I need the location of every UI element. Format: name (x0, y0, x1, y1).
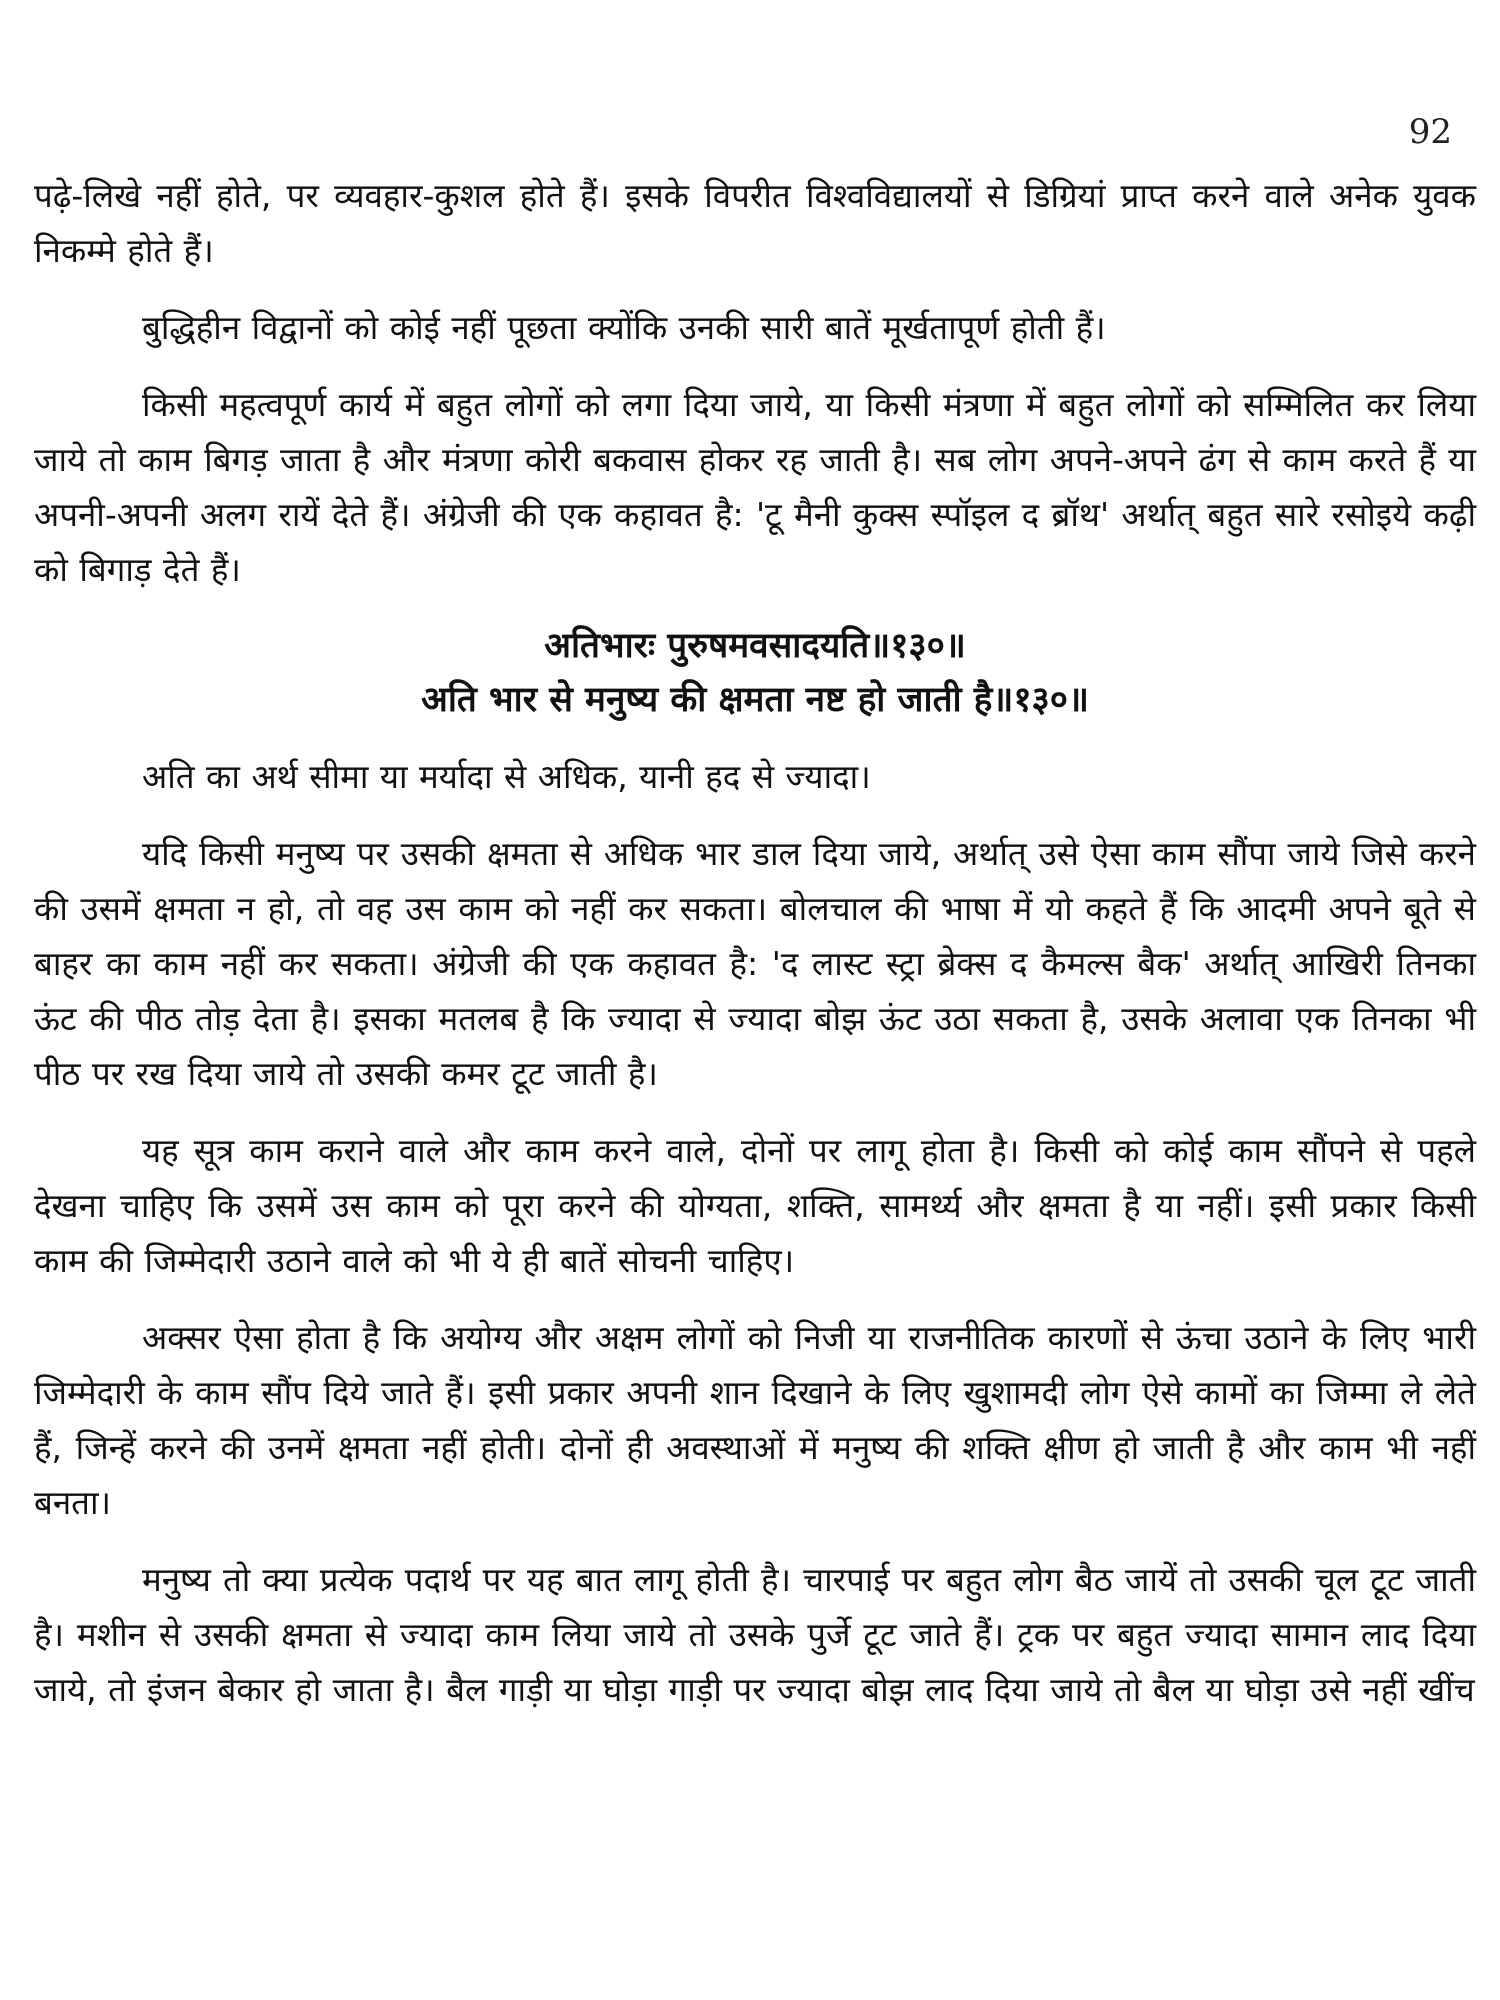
sutra-heading (34, 619, 1476, 727)
paragraph: यदि किसी मनुष्य पर उसकी क्षमता से अधिक भार डाल दिया जाये, अर्थात् उसे ऐसा काम सौंपा जाये जिसे करने की उसमें क्षमता न हो, तो वह उस काम को नहीं कर सकता। बोलचाल की भाषा में यो कहते हैं कि आदमी अपने बूते से बाहर का काम नहीं कर सकता। अंग्रेजी की एक कहावत है: 'द लास्ट स्ट्रा ब्रेक्स द कैमल्स बैक' अर्थात् आखिरी तिनका ऊंट की पीठ तोड़ देता है। इसका मतलब है कि ज्यादा से ज्यादा बोझ ऊंट उठा सकता है, उसके अलावा एक तिनका भी पीठ पर रख दिया जाये तो उसकी कमर टूट जाती है। (34, 834, 1476, 1093)
paragraph: यह सूत्र काम कराने वाले और काम करने वाले, दोनों पर लागू होता है। किसी को कोई काम सौंपने से पहले देखना चाहिए कि उसमें उस काम को पूरा करने की योग्यता, शक्ति, सामर्थ्य और क्षमता है या नहीं। इसी प्रकार किसी काम की जिम्मेदारी उठाने वाले को भी ये ही बातें सोचनी चाहिए। (34, 1131, 1476, 1280)
paragraph: किसी महत्वपूर्ण कार्य में बहुत लोगों को लगा दिया जाये, या किसी मंत्रणा में बहुत लोगों को सम्मिलित कर लिया जाये तो काम बिगड़ जाता है और मंत्रणा कोरी बकवास होकर रह जाती है। सब लोग अपने-अपने ढंग से काम करते हैं या अपनी-अपनी अलग रायें देते हैं। अंग्रेजी की एक कहावत है: 'टू मैनी कुक्स स्पॉइल द ब्रॉथ' अर्थात् बहुत सारे रसोइये कढ़ी को बिगाड़ देते हैं। (34, 385, 1476, 589)
paragraph: बुद्धिहीन विद्वानों को कोई नहीं पूछता क्योंकि उनकी सारी बातें मूर्खतापूर्ण होती हैं। (142, 308, 1106, 347)
sutra-hindi-translation: अति भार से मनुष्य की क्षमता नष्ट हो जाती है॥१३०॥ (421, 680, 1089, 720)
sutra-sanskrit: अतिभारः पुरुषमवसादयति॥१३०॥ (544, 626, 966, 666)
paragraph: अक्सर ऐसा होता है कि अयोग्य और अक्षम लोगों को निजी या राजनीतिक कारणों से ऊंचा उठाने के लिए भारी जिम्मेदारी के काम सौंप दिये जाते हैं। इसी प्रकार अपनी शान दिखाने के लिए खुशामदी लोग ऐसे कामों का जिम्मा ले लेते हैं, जिन्हें करने की उनमें क्षमता नहीं होती। दोनों ही अवस्थाओं में मनुष्य की शक्ति क्षीण हो जाती है और काम भी नहीं बनता। (34, 1318, 1476, 1522)
paragraph: मनुष्य तो क्या प्रत्येक पदार्थ पर यह बात लागू होती है। चारपाई पर बहुत लोग बैठ जायें तो उसकी चूल टूट जाती है। मशीन से उसकी क्षमता से ज्यादा काम लिया जाये तो उसके पुर्जे टूट जाते हैं। ट्रक पर बहुत ज्यादा सामान लाद दिया जाये, तो इंजन बेकार हो जाता है। बैल गाड़ी या घोड़ा गाड़ी पर ज्यादा बोझ लाद दिया जाये तो बैल या घोड़ा उसे नहीं खींच (34, 1560, 1476, 1709)
page-number: 92 (1408, 112, 1452, 152)
paragraph-continued: पढ़े-लिखे नहीं होते, पर व्यवहार-कुशल होते हैं। इसके विपरीत विश्वविद्यालयों से डिग्रियां प्राप्त करने वाले अनेक युवक निकम्मे होते हैं। (34, 176, 1476, 270)
paragraph: अति का अर्थ सीमा या मर्यादा से अधिक, यानी हद से ज्यादा। (142, 757, 871, 796)
page-body (34, 168, 1476, 1739)
